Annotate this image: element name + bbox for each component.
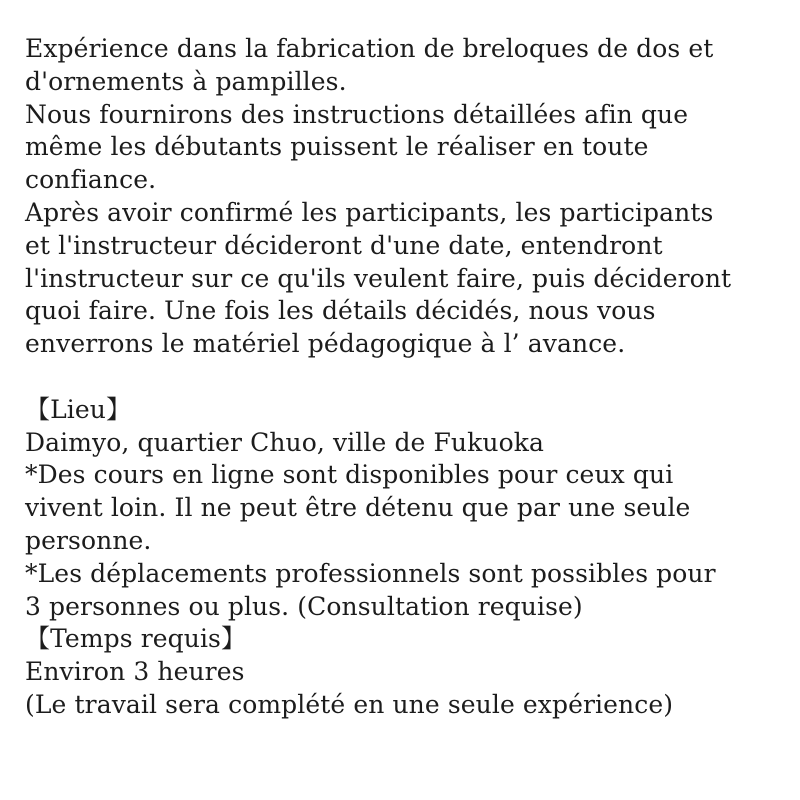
time-note: (Le travail sera complété en une seule expérience) — [25, 689, 674, 719]
intro-line-6: Après avoir confirmé les participants, les participants — [25, 197, 714, 227]
intro-line-1: Expérience dans la fabrication de breloques de dos et — [25, 34, 714, 63]
intro-line-9: quoi faire. Une fois les détails décidés, nous vous — [25, 296, 656, 326]
time-value: Environ 3 heures — [25, 657, 245, 687]
intro-line-7: et l'instructeur décideront d'une date, entendront — [25, 230, 663, 260]
travel-note-line-2: 3 personnes ou plus. (Consultation requise) — [25, 591, 583, 621]
intro-line-10: enverrons le matériel pédagogique à l’ avance. — [25, 329, 626, 359]
intro-line-4: même les débutants puissent le réaliser en toute — [25, 132, 649, 162]
location-value: Daimyo, quartier Chuo, ville de Fukuoka — [25, 427, 544, 457]
online-note-line-3: personne. — [25, 525, 152, 555]
travel-note-line-1: *Les déplacements professionnels sont possibles pour — [25, 558, 716, 588]
document-body — [25, 33, 795, 722]
intro-line-5: confiance. — [25, 165, 157, 195]
online-note-line-2: vivent loin. Il ne peut être détenu que par une seule — [25, 493, 691, 523]
location-heading: 【Lieu】 — [25, 394, 132, 424]
intro-line-3: Nous fournirons des instructions détaillées afin que — [25, 99, 689, 129]
intro-line-2: d'ornements à pampilles. — [25, 66, 347, 96]
blank-line — [25, 361, 795, 394]
time-heading: 【Temps requis】 — [25, 624, 247, 654]
online-note-line-1: *Des cours en ligne sont disponibles pour ceux qui — [25, 460, 674, 490]
intro-line-8: l'instructeur sur ce qu'ils veulent faire, puis décideront — [25, 263, 732, 293]
